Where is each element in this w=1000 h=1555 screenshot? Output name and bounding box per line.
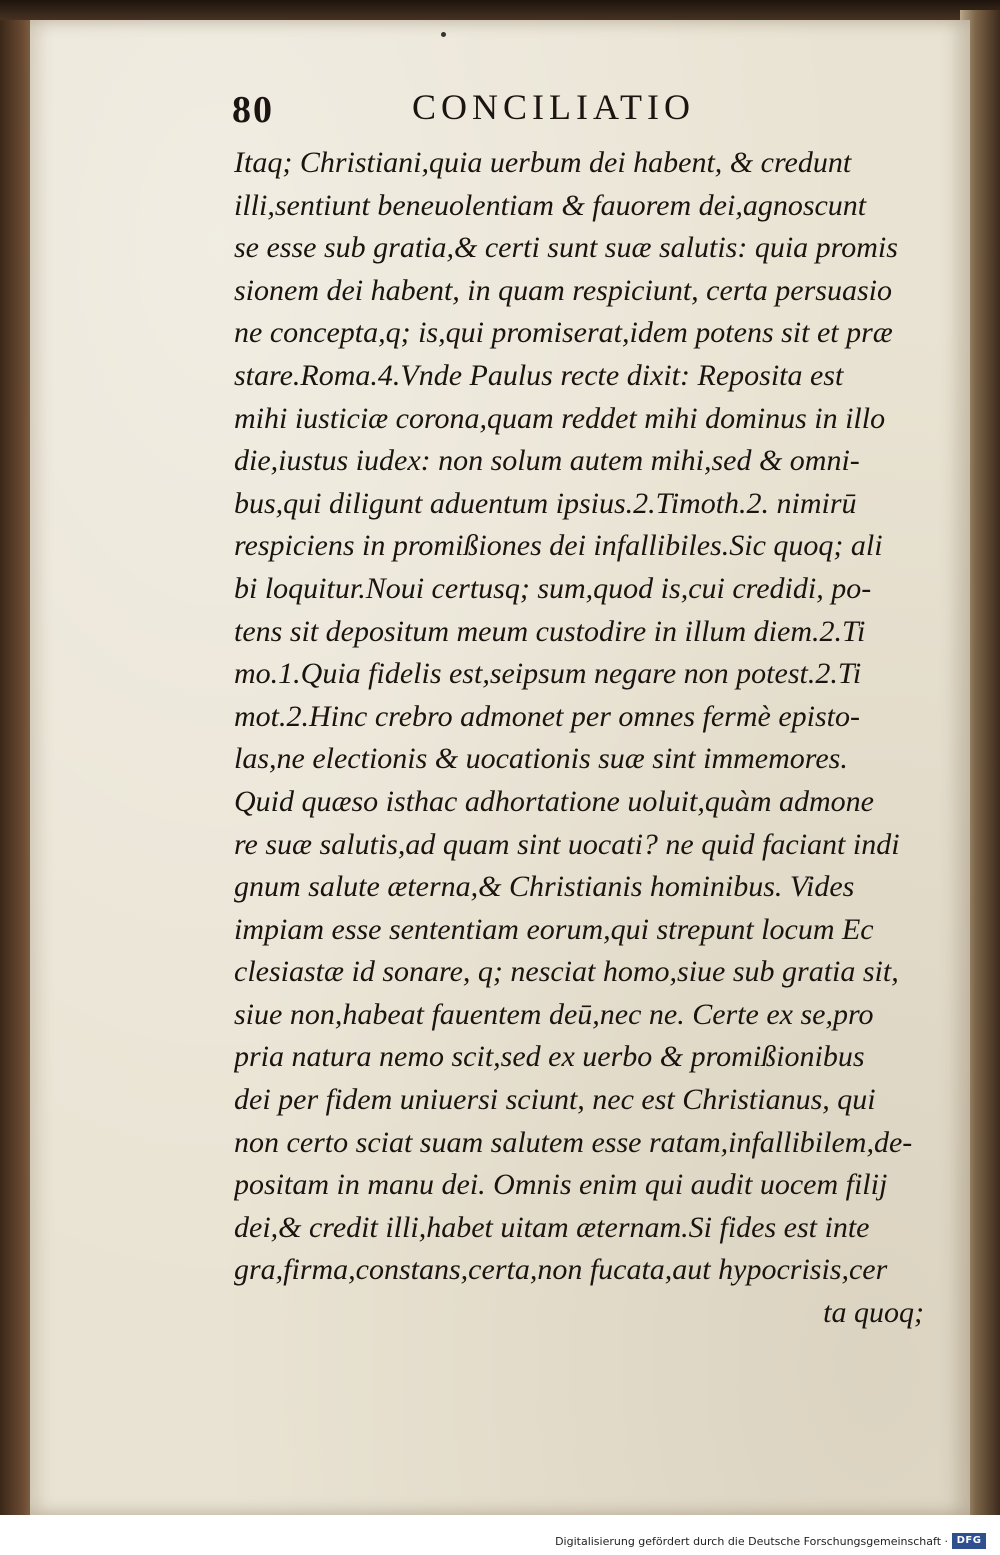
catchword-line: ta quoq;	[823, 1296, 924, 1330]
text-line: clesiastæ id sonare, q; nesciat homo,siue sub gratia sit,	[234, 955, 899, 989]
text-line: Itaq; Christiani,quia uerbum dei habent, & credunt	[234, 146, 852, 179]
text-line: mihi iusticiæ corona,quam reddet mihi dominus in illo	[234, 401, 886, 435]
text-line: illi,sentiunt beneuolentiam & fauorem dei,agnoscunt	[234, 188, 867, 222]
text-line: pria natura nemo scit,sed ex uerbo & promißionibus	[234, 1040, 865, 1074]
text-line: gra,firma,constans,certa,non fucata,aut hypocrisis,cer	[234, 1253, 888, 1287]
text-line: die,iustus iudex: non solum autem mihi,sed & omni-	[234, 444, 860, 478]
text-line: mo.1.Quia fidelis est,seipsum negare non potest.2.Ti	[234, 657, 862, 691]
text-line: Quid quæso isthac adhortatione uoluit,quàm admone	[234, 784, 874, 818]
text-line: gnum salute æterna,& Christianis hominibus. Vides	[234, 870, 855, 904]
text-line: tens sit depositum meum custodire in illum diem.2.Ti	[234, 614, 866, 648]
text-line: las,ne electionis & uocationis suæ sint immemores.	[234, 742, 848, 776]
text-line: dei,& credit illi,habet uitam æternam.Si fides est inte	[234, 1210, 870, 1244]
text-line: impiam esse sententiam eorum,qui strepunt locum Ec	[234, 912, 874, 946]
text-line: bus,qui diligunt aduentum ipsius.2.Timoth.2. nimirū	[234, 486, 857, 520]
text-line: bi loquitur.Noui certusq; sum,quod is,cui credidi, po-	[234, 571, 872, 605]
text-line: se esse sub gratia,& certi sunt suæ salutis: quia promis	[234, 231, 898, 265]
text-line: ne concepta,q; is,qui promiserat,idem potens sit et præ	[234, 316, 893, 350]
text-line: positam in manu dei. Omnis enim qui audit uocem filij	[234, 1168, 888, 1202]
text-line: stare.Roma.4.Vnde Paulus recte dixit: Reposita est	[234, 358, 844, 392]
text-line: non certo sciat suam salutem esse ratam,infallibilem,de-	[234, 1125, 913, 1159]
text-line: respiciens in promißiones dei infallibiles.Sic quoq; ali	[234, 529, 883, 563]
text-line: siue non,habeat fauentem deū,nec ne. Certe ex se,pro	[234, 997, 874, 1031]
text-line: dei per fidem uniuersi sciunt, nec est Christianus, qui	[234, 1083, 876, 1117]
running-head: CONCILIATIO	[412, 87, 695, 127]
digitization-credit: Digitalisierung gefördert durch die Deutsche Forschungsgemeinschaft ·	[555, 1535, 948, 1548]
text-line: mot.2.Hinc crebro admonet per omnes fermè episto-	[234, 699, 860, 733]
dfg-logo: DFG	[952, 1533, 986, 1549]
text-line: re suæ salutis,ad quam sint uocati? ne quid faciant indi	[234, 827, 900, 861]
printer-dot	[441, 32, 446, 37]
text-line: sionem dei habent, in quam respiciunt, certa persuasio	[234, 273, 892, 307]
page-body-text	[234, 142, 924, 1335]
book-top-edge	[0, 0, 1000, 22]
page-number: 80	[232, 89, 274, 131]
